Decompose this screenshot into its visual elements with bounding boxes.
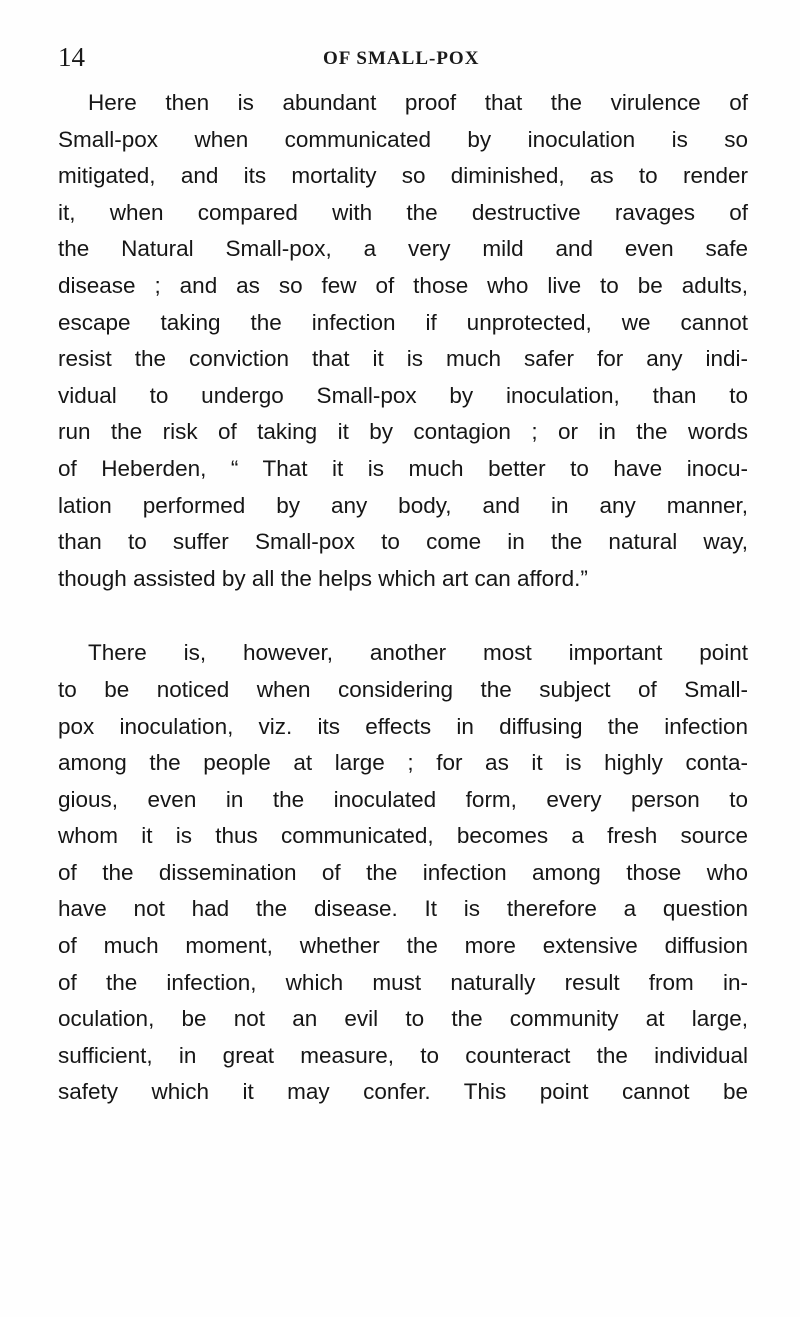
text-line: though assisted by all the helps which art can afford.” — [58, 565, 588, 591]
text-line: whom it is thus communicated, becomes a fresh source — [58, 823, 748, 849]
text-line: Here then is abundant proof that the virulence of — [88, 90, 748, 115]
text-line: gious, even in the inoculated form, every person to — [58, 786, 748, 812]
text-line: resist the conviction that it is much safer for any indi- — [58, 346, 748, 372]
text-line: oculation, be not an evil to the community at large, — [58, 1006, 748, 1032]
text-line: run the risk of taking it by contagion ; or in the words — [58, 419, 748, 445]
text-line: among the people at large ; for as it is highly conta- — [58, 750, 748, 776]
page-header — [58, 40, 748, 80]
running-head: OF SMALL-POX — [323, 48, 480, 69]
text-line: it, when compared with the destructive ravages of — [58, 199, 748, 225]
text-line: to be noticed when considering the subject of Small- — [58, 676, 748, 702]
text-line: disease ; and as so few of those who live to be adults, — [58, 272, 748, 298]
text-line: pox inoculation, viz. its effects in diffusing the infection — [58, 713, 748, 739]
text-line: sufficient, in great measure, to counteract the individual — [58, 1042, 748, 1068]
paragraph — [58, 85, 748, 597]
text-line: There is, however, another most important point — [88, 640, 748, 666]
text-line: vidual to undergo Small-pox by inoculation, than to — [58, 382, 748, 408]
page-number: 14 — [58, 42, 85, 72]
text-line: escape taking the infection if unprotected, we cannot — [58, 309, 748, 335]
body-text — [58, 85, 748, 1111]
text-line: of much moment, whether the more extensive diffusion — [58, 933, 748, 959]
paragraph — [58, 635, 748, 1111]
text-line: the Natural Small-pox, a very mild and even safe — [58, 236, 748, 262]
text-line: of the infection, which must naturally result from in- — [58, 969, 748, 995]
text-line: mitigated, and its mortality so diminished, as to render — [58, 163, 748, 189]
paragraph-spacer — [58, 597, 748, 635]
text-line: safety which it may confer. This point cannot be — [58, 1079, 748, 1105]
text-line: of the dissemination of the infection among those who — [58, 859, 748, 885]
text-line: than to suffer Small-pox to come in the natural way, — [58, 529, 748, 555]
text-line: lation performed by any body, and in any manner, — [58, 492, 748, 518]
text-line: of Heberden, “ That it is much better to have inocu- — [58, 455, 748, 481]
text-line: Small-pox when communicated by inoculation is so — [58, 126, 748, 152]
text-line: have not had the disease. It is therefore a question — [58, 896, 748, 922]
